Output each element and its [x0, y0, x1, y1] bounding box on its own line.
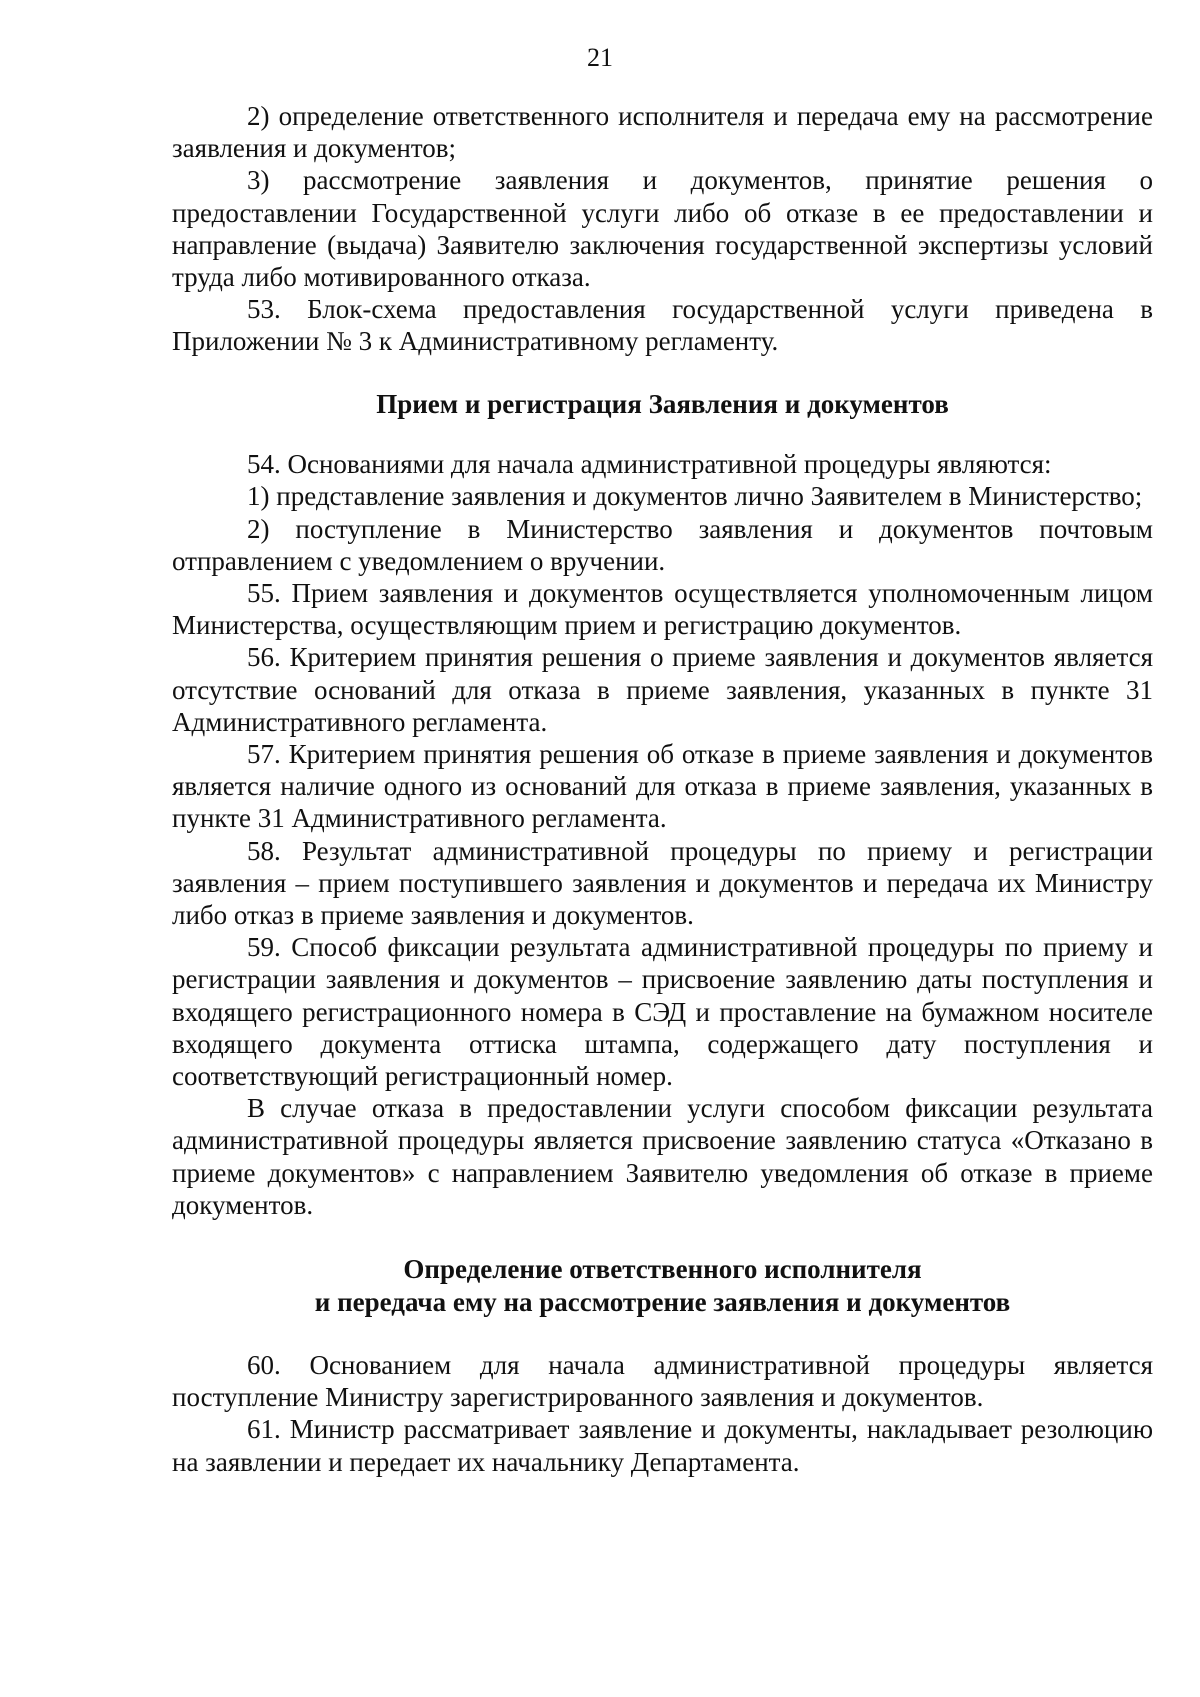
- paragraph-54-item-2: 2) поступление в Министерство заявления и документов почтовым отправлением с уведомлением о вручении.: [172, 513, 1153, 576]
- section-heading-assignment: [172, 1253, 1153, 1318]
- paragraph-item-2: 2) определение ответственного исполнителя и передача ему на рассмотрение заявления и документов;: [172, 101, 1153, 164]
- paragraph-56: 56. Критерием принятия решения о приеме заявления и документов является отсутствие оснований для отказа в приеме заявления, указанных в пункте 31 Административного регламента.: [172, 642, 1153, 737]
- paragraph-55: 55. Прием заявления и документов осуществляется уполномоченным лицом Министерства, осуществляющим прием и регистрацию документов.: [172, 577, 1153, 641]
- page-number: 21: [587, 43, 613, 72]
- paragraph-61: 61. Министр рассматривает заявление и документы, накладывает резолюцию на заявлении и передает их начальнику Департамента.: [172, 1414, 1153, 1477]
- paragraph-53: 53. Блок-схема предоставления государственной услуги приведена в Приложении № 3 к Административному регламенту.: [172, 294, 1153, 357]
- paragraph-54-item-1: 1) представление заявления и документов лично Заявителем в Министерство;: [247, 481, 1143, 512]
- paragraph-58: 58. Результат административной процедуры по приему и регистрации заявления – прием поступившего заявления и документов и передача их Министру либо отказ в приеме заявления и документов.: [172, 835, 1153, 930]
- paragraph-59: 59. Способ фиксации результата административной процедуры по приему и регистрации заявления и документов – присвоение заявлению даты поступления и входящего регистрационного номера в СЭД и проставление на бумажном носителе входящего документа оттиска штампа, содержащего дату поступления и соответствующий регистрационный номер.: [172, 932, 1153, 1091]
- paragraph-54: 54. Основаниями для начала административной процедуры являются:: [247, 449, 1052, 480]
- section-heading-line-2: и передача ему на рассмотрение заявления и документов: [314, 1286, 1011, 1317]
- paragraph-57: 57. Критерием принятия решения об отказе в приеме заявления и документов является наличие одного из оснований для отказа в приеме заявления, указанных в пункте 31 Административного регламента.: [172, 738, 1153, 834]
- document-body: [172, 100, 1153, 1478]
- paragraph-item-3: 3) рассмотрение заявления и документов, принятие решения о предоставлении Государственной услуги либо об отказе в ее предоставлении и направление (выдача) Заявителю заключения государственной экспертизы условий труда либо мотивированного отказа.: [172, 165, 1153, 293]
- paragraph-refusal: В случае отказа в предоставлении услуги способом фиксации результата административной процедуры является присвоение заявлению статуса «Отказано в приеме документов» с направлением Заявителю уведомления об отказе в приеме документов.: [172, 1093, 1153, 1220]
- section-heading-reception: Прием и регистрация Заявления и документов: [376, 388, 949, 419]
- section-heading-line-1: Определение ответственного исполнителя: [403, 1254, 922, 1284]
- paragraph-60: 60. Основанием для начала административной процедуры является поступление Министру зарегистрированного заявления и документов.: [172, 1350, 1153, 1413]
